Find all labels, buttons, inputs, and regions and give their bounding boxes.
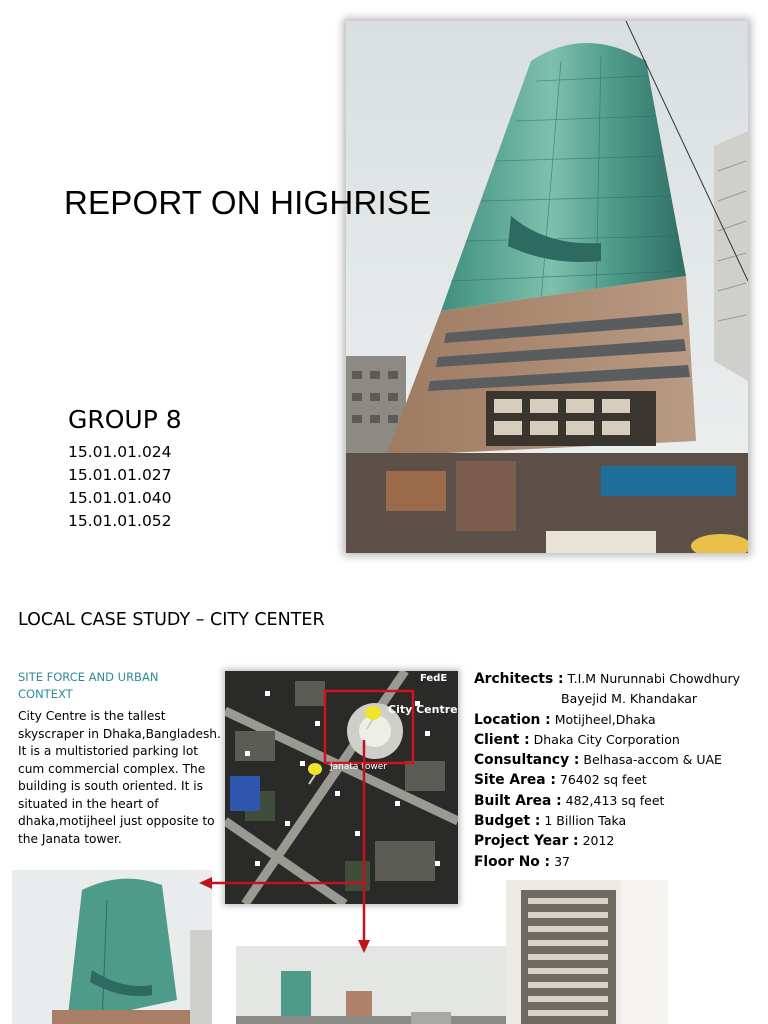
spec-row	[474, 770, 764, 790]
spec-value: Motijheel,Dhaka	[554, 711, 656, 727]
spec-label: Budget :	[474, 813, 541, 830]
spec-label: Project Year :	[474, 833, 579, 850]
spec-value: 37	[554, 853, 570, 869]
member-id: 15.01.01.027	[68, 466, 172, 484]
site-force-heading: SITE FORCE AND URBAN CONTEXT	[18, 670, 159, 701]
spec-row	[474, 669, 764, 689]
spec-row	[474, 791, 764, 811]
satellite-map	[225, 671, 458, 904]
member-id: 15.01.01.052	[68, 512, 172, 530]
map-label-city-centre: City Centre	[388, 703, 458, 716]
skyline-photo	[236, 946, 506, 1024]
map-label-fedex: FedE	[420, 673, 448, 684]
city-centre-main-photo	[346, 21, 748, 553]
project-specs	[474, 669, 764, 872]
group-member-ids	[68, 441, 172, 533]
report-title: REPORT ON HIGHRISE	[64, 184, 432, 221]
spec-value: 2012	[582, 833, 615, 849]
spec-value: T.I.M Nurunnabi Chowdhury	[567, 671, 741, 686]
spec-row	[474, 831, 764, 851]
site-description: City Centre is the tallest skyscraper in Dhaka,Bangladesh. It is a multistoried parking lot cum commercial complex. The building is south oriented. It is situated in the heart of dhaka,motijheel just opposite to the Janata tower.	[18, 709, 221, 846]
building-illustration	[346, 21, 748, 553]
spec-row	[474, 730, 764, 750]
spec-row	[474, 689, 764, 709]
map-illustration	[225, 671, 458, 904]
spec-row	[474, 750, 764, 770]
spec-value: 76402 sq feet	[559, 772, 647, 788]
spec-value: 1 Billion Taka	[544, 813, 627, 829]
spec-label: Consultancy :	[474, 752, 580, 769]
spec-label: Built Area :	[474, 792, 562, 809]
map-label-janata-tower: Janata tower	[330, 762, 387, 772]
spec-row	[474, 811, 764, 831]
spec-label: Floor No :	[474, 853, 551, 870]
tower-photo-left	[12, 870, 212, 1024]
member-id: 15.01.01.024	[68, 443, 172, 461]
spec-label: Site Area :	[474, 772, 556, 789]
group-title: GROUP 8	[68, 405, 182, 434]
case-study-title: LOCAL CASE STUDY – CITY CENTER	[18, 610, 325, 630]
spec-label: Architects :	[474, 671, 564, 687]
spec-label: Client :	[474, 731, 530, 748]
spec-row	[474, 710, 764, 730]
spec-row	[474, 852, 764, 872]
spec-value: Belhasa-accom & UAE	[583, 752, 722, 768]
spec-value: Bayejid M. Khandakar	[561, 691, 698, 707]
member-id: 15.01.01.040	[68, 489, 172, 507]
construction-photo	[506, 880, 668, 1024]
spec-value: Dhaka City Corporation	[533, 731, 680, 747]
spec-value: 482,413 sq feet	[565, 792, 665, 808]
spec-label: Location :	[474, 711, 551, 728]
